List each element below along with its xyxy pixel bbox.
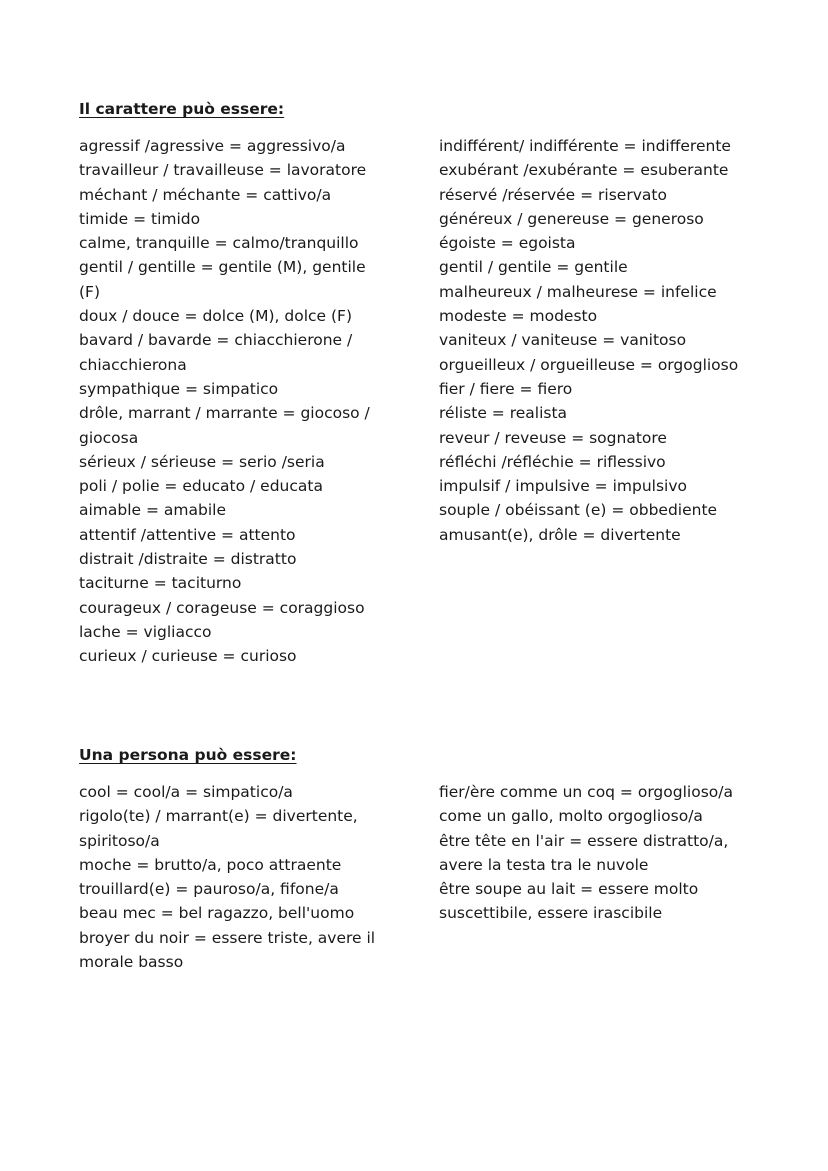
vocab-line: méchant / méchante = cattivo/a [79, 185, 332, 204]
vocab-line: trouillard(e) = pauroso/a, fifone/a [79, 880, 339, 899]
vocab-line: réliste = realista [439, 404, 568, 423]
right-column [439, 134, 759, 669]
vocab-line: moche = brutto/a, poco attraente [79, 855, 342, 874]
vocab-line: cool = cool/a = simpatico/a [79, 783, 293, 801]
vocab-line: gentil / gentile = gentile [439, 258, 628, 277]
vocab-line: souple / obéissant (e) = obbediente [439, 501, 718, 520]
vocab-line: impulsif / impulsive = impulsivo [439, 477, 688, 496]
section-character [79, 97, 759, 669]
vocab-line: suscettibile, essere irascibile [439, 904, 663, 923]
vocab-line: distrait /distraite = distratto [79, 550, 297, 569]
vocab-line: taciturne = taciturno [79, 574, 242, 593]
vocab-line: curieux / curieuse = curioso [79, 647, 297, 666]
vocab-line: orgueilleux / orgueilleuse = orgoglioso [439, 355, 739, 374]
vocab-line: (F) [79, 282, 101, 301]
vocab-line: réservé /réservée = riservato [439, 185, 667, 204]
left-column [79, 134, 439, 669]
vocab-line: poli / polie = educato / educata [79, 477, 323, 496]
left-column [79, 780, 439, 974]
vocab-line: courageux / corageuse = coraggioso [79, 598, 365, 617]
vocab-line: attentif /attentive = attento [79, 525, 296, 544]
two-column-list [79, 134, 759, 669]
vocab-line: modeste = modesto [439, 307, 598, 326]
vocab-line: morale basso [79, 953, 184, 972]
vocab-line: malheureux / malheurese = infelice [439, 282, 717, 301]
vocab-line: chiacchierona [79, 355, 187, 374]
section-heading: Il carattere può essere: [79, 100, 285, 118]
vocab-line: spiritoso/a [79, 831, 160, 850]
vocab-line: aimable = amabile [79, 501, 227, 520]
vocab-line: réfléchi /réfléchie = riflessivo [439, 452, 666, 471]
vocab-line: drôle, marrant / marrante = giocoso / [79, 404, 370, 423]
vocab-line: rigolo(te) / marrant(e) = divertente, [79, 807, 358, 826]
vocab-line: gentil / gentille = gentile (M), gentile [79, 258, 366, 277]
vocab-line: être tête en l'air = essere distratto/a, [439, 831, 729, 850]
vocab-line: amusant(e), drôle = divertente [439, 525, 681, 544]
vocab-line: calme, tranquille = calmo/tranquillo [79, 234, 359, 253]
vocab-line: égoiste = egoista [439, 234, 576, 253]
vocab-line: beau mec = bel ragazzo, bell'uomo [79, 904, 355, 923]
section-person [79, 743, 759, 974]
vocab-line: fier/ère comme un coq = orgoglioso/a [439, 783, 733, 801]
vocab-line: timide = timido [79, 209, 201, 228]
vocab-line: travailleur / travailleuse = lavoratore [79, 161, 367, 180]
vocab-line: giocosa [79, 428, 139, 447]
section-heading: Una persona può essere: [79, 746, 297, 764]
vocab-line: bavard / bavarde = chiacchierone / [79, 331, 353, 350]
vocab-line: lache = vigliacco [79, 622, 212, 641]
vocab-line: exubérant /exubérante = esuberante [439, 161, 729, 180]
vocab-line: come un gallo, molto orgoglioso/a [439, 807, 703, 826]
vocab-line: agressif /agressive = aggressivo/a [79, 137, 346, 155]
two-column-list [79, 780, 759, 974]
vocab-line: sympathique = simpatico [79, 379, 279, 398]
vocab-line: sérieux / sérieuse = serio /seria [79, 452, 325, 471]
vocab-line: avere la testa tra le nuvole [439, 855, 649, 874]
vocab-line: reveur / reveuse = sognatore [439, 428, 667, 447]
right-column [439, 780, 759, 974]
vocab-line: indifférent/ indifférente = indifferente [439, 137, 731, 155]
vocab-line: généreux / genereuse = generoso [439, 209, 704, 228]
vocab-line: broyer du noir = essere triste, avere il [79, 928, 376, 947]
vocab-line: fier / fiere = fiero [439, 379, 573, 398]
vocab-line: vaniteux / vaniteuse = vanitoso [439, 331, 687, 350]
vocab-line: être soupe au lait = essere molto [439, 880, 699, 899]
vocab-line: doux / douce = dolce (M), dolce (F) [79, 307, 352, 326]
